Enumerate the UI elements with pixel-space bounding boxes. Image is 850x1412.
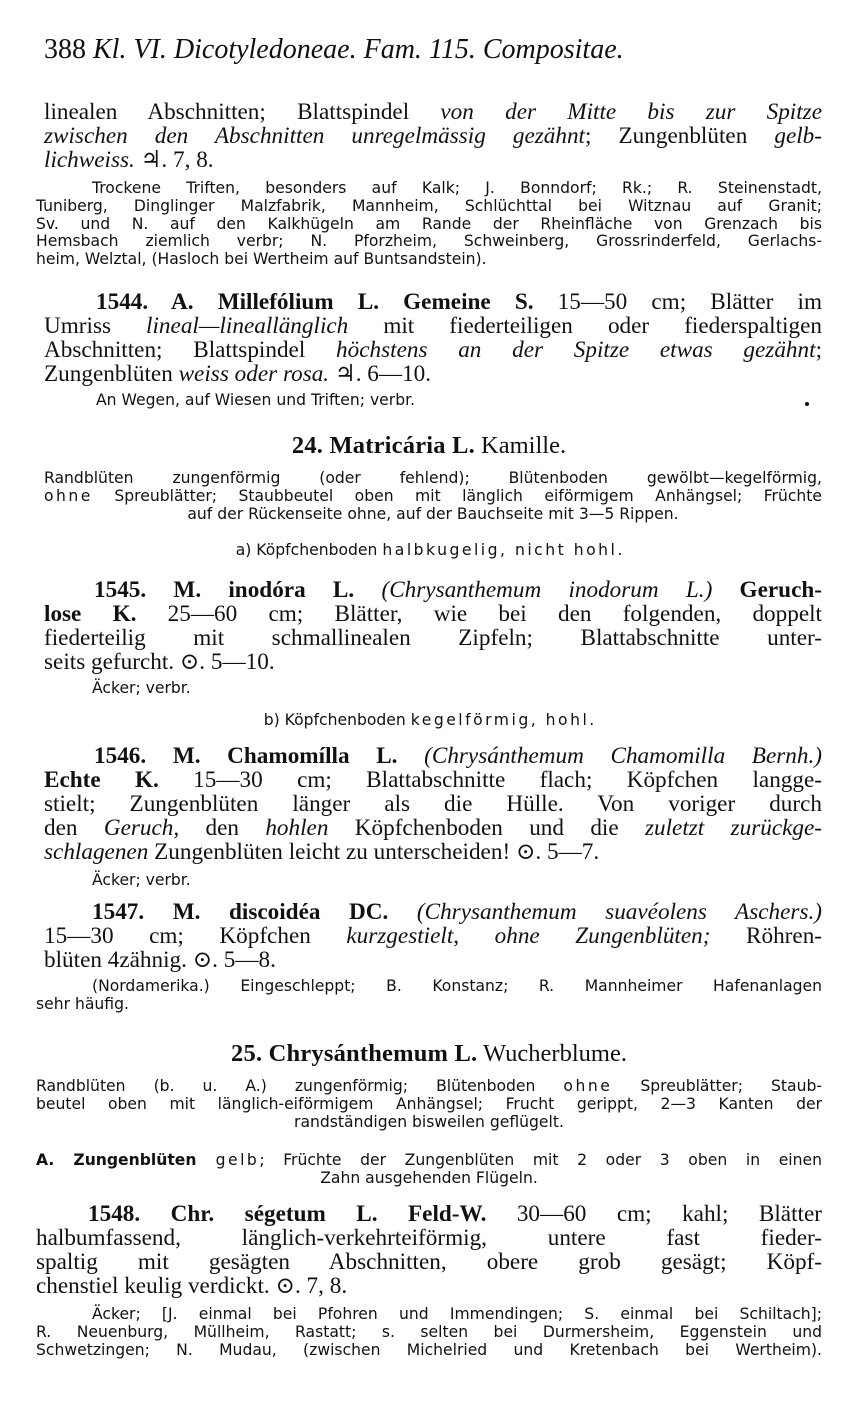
text-run: gelb- <box>774 123 822 149</box>
habitat-note <box>36 1306 822 1359</box>
text-run: Zungenblüten leicht zu unterscheiden! ⊙. 5—7. <box>148 839 600 865</box>
habitat-line: Äcker; [J. einmal bei Pfohren und Immendingen; S. einmal bei Schiltach]; <box>92 1305 822 1323</box>
text-run: gelb <box>215 1151 260 1169</box>
description-line: randständigen bisweilen geflügelt. <box>294 1112 564 1131</box>
text-run: Abschnitten; Blattspindel <box>44 337 337 363</box>
description-line: beutel oben mit länglich-eiförmigem Anhängsel; Frucht gerippt, 2—3 Kanten der <box>36 1094 822 1113</box>
text-run: Köpfchenboden und die <box>328 815 645 841</box>
text-run: A. Zungenblüten <box>36 1151 216 1169</box>
description-line: Zahn ausgehenden Flügeln. <box>320 1168 538 1187</box>
class-label: Kl. VI. <box>93 34 167 65</box>
text-run: kegelförmig, hohl <box>410 711 590 729</box>
common-name: Echte K. <box>44 767 159 793</box>
species-heading: 1546. M. Chamomílla L. <box>94 743 398 769</box>
family-name: Compositae. <box>482 34 624 65</box>
species-heading: 1548. Chr. ségetum L. Feld-W. <box>88 1201 487 1227</box>
subgroup-A <box>36 1152 822 1188</box>
text-run: spaltig mit gesägten Abschnitten, obere grob gesägt; Köpf- <box>36 1249 822 1275</box>
text-run: ♃. 7, 8. <box>134 147 214 173</box>
genus-25-heading <box>36 1040 822 1068</box>
habitat-line: Tuniberg, Dinglinger Malzfabrik, Mannheim, Schlüchttal bei Witznau auf Granit; <box>36 196 822 215</box>
habitat-line: (Nordamerika.) Eingeschleppt; B. Konstanz; R. Mannheimer Hafenanlagen <box>92 977 822 995</box>
text-run: b) Köpfchenboden <box>263 711 411 729</box>
text-run: höchstens an der Spitze etwas gezähnt <box>336 337 816 363</box>
text-run: schlagenen <box>44 839 149 865</box>
species-1547 <box>44 900 822 972</box>
description-line: auf der Rückenseite ohne, auf der Bauchseite mit 3—5 Rippen. <box>187 504 679 523</box>
synonym: (Chrysánthemum Chamomilla Bernh.) <box>424 743 822 769</box>
continuation-text <box>44 100 822 172</box>
habitat-line: heim, Welztal, (Hasloch bei Wertheim auf Buntsandstein). <box>36 250 487 269</box>
text-run: weiss oder rosa. <box>178 361 330 387</box>
stray-dot <box>805 402 809 406</box>
species-heading: 1544. A. Millefólium L. Gemeine S. <box>96 289 534 315</box>
habitat-line: Äcker; verbr. <box>92 679 191 697</box>
text-run: von der Mitte bis zur Spitze <box>440 99 822 125</box>
text-run: ohne Zungenblüten; <box>494 923 711 949</box>
habitat-note <box>92 872 850 890</box>
habitat-line: Äcker; verbr. <box>92 871 191 889</box>
text-run: Randblüten (b. u. A.) zungenförmig; Blütenboden <box>36 1077 564 1095</box>
text-run: hohlen <box>265 815 329 841</box>
text-run: Umriss <box>44 313 147 339</box>
habitat-note <box>96 392 850 410</box>
genus-25-description <box>36 1078 822 1131</box>
text-run: halbkugelig, nicht hohl <box>382 541 618 559</box>
text-run: fiederteilig mit schmallinealen Zipfeln; Blattabschnitte unter- <box>44 625 822 651</box>
text-run: chenstiel keulig verdickt. ⊙. 7, 8. <box>36 1273 348 1299</box>
genus-common-name: Wucherblume. <box>477 1040 627 1067</box>
common-name: lose K. <box>44 601 137 627</box>
species-1546 <box>44 744 822 864</box>
text-run: ; <box>815 337 823 363</box>
text-run: 15—30 cm; Blattabschnitte flach; Köpfchen langge- <box>158 767 822 793</box>
text-run: mit fiederteiligen oder fiederspaltigen <box>348 313 822 339</box>
text-run: zwischen den Abschnitten unregelmässig gezähnt <box>44 123 585 149</box>
text-run: ohne <box>563 1077 613 1095</box>
species-1545 <box>44 578 822 674</box>
text-run: Spreublätter; Staubbeutel oben mit länglich eiförmigem Anhängsel; Früchte <box>92 486 822 505</box>
habitat-note <box>92 680 850 698</box>
text-run: zuletzt zurückge- <box>644 815 823 841</box>
text-run: , <box>453 923 495 949</box>
text-run: stielt; Zungenblüten länger als die Hülle. Von voriger durch <box>44 791 822 817</box>
description-line: Randblüten zungenförmig (oder fehlend); Blütenboden gewölbt—kegelförmig, <box>44 469 822 487</box>
habitat-line: Hemsbach ziemlich verbr; N. Pforzheim, Schweinberg, Grossrinderfeld, Gerlachs- <box>36 232 822 251</box>
text-run: . <box>617 541 623 559</box>
text-run: 30—60 cm; kahl; Blätter <box>486 1201 822 1227</box>
text-run: blüten 4zähnig. ⊙. 5—8. <box>44 947 276 973</box>
synonym: (Chrysanthemum inodorum L.) <box>381 577 713 603</box>
habitat-line: Schwetzingen; N. Mudau, (zwischen Michelried und Kretenbach bei Wertheim). <box>36 1340 822 1359</box>
text-run: halbumfassend, länglich-verkehrteiförmig, untere fast fieder- <box>36 1225 822 1251</box>
text-run: ; Früchte der Zungenblüten mit 2 oder 3 oben in einen <box>259 1151 823 1169</box>
text-run: Röhren- <box>710 923 823 949</box>
text-run: 25—60 cm; Blätter, wie bei den folgenden, doppelt <box>136 601 823 627</box>
text-run: lineal—lineallänglich <box>146 313 349 339</box>
common-name: Geruch- <box>712 577 822 603</box>
habitat-line: An Wegen, auf Wiesen und Triften; verbr. <box>96 391 416 409</box>
text-run: a) Köpfchenboden <box>235 541 383 559</box>
genus-common-name: Kamille. <box>474 432 567 459</box>
species-1548 <box>36 1202 822 1298</box>
habitat-line: Trockene Triften, besonders auf Kalk; J. Bonndorf; Rk.; R. Steinenstadt, <box>92 179 822 197</box>
text-run: ; Zungenblüten <box>585 123 775 149</box>
genus-24-description <box>44 470 822 523</box>
text-run: lichweiss. <box>44 147 135 173</box>
text-run: 15—30 cm; Köpfchen <box>44 923 347 949</box>
running-head <box>44 34 624 66</box>
text-run: Spreublätter; Staub- <box>612 1077 822 1095</box>
habitat-line: Sv. und N. auf den Kalkhügeln am Rande der Rheinfläche von Grenzach bis <box>36 214 822 233</box>
synonym: (Chrysanthemum suavéolens Aschers.) <box>416 899 822 925</box>
species-1544 <box>44 290 822 386</box>
genus-name: 25. Chrysánthemum L. <box>231 1040 478 1067</box>
habitat-note <box>36 180 822 269</box>
text-run: seits gefurcht. ⊙. 5—10. <box>44 649 275 675</box>
text-run: linealen Abschnitten; Blattspindel <box>44 99 441 125</box>
text-run: Zungenblüten <box>44 361 179 387</box>
text-run: kurzgestielt <box>346 923 454 949</box>
habitat-line: sehr häufig. <box>36 994 129 1013</box>
genus-name: 24. Matricária L. <box>291 432 475 459</box>
group-label: Dicotyledoneae. <box>173 34 357 65</box>
text-run: den <box>44 815 104 841</box>
family-label: Fam. 115. <box>363 34 476 65</box>
species-heading: 1545. M. inodóra L. <box>94 577 355 603</box>
genus-24-heading <box>36 432 822 460</box>
text-run: 15—50 cm; Blätter im <box>533 289 822 315</box>
text-run: Geruch, <box>103 815 180 841</box>
page-number: 388 <box>44 34 86 65</box>
subgroup-b <box>36 712 822 730</box>
text-run: . <box>589 711 595 729</box>
subgroup-a <box>36 542 822 560</box>
text-run: den <box>179 815 266 841</box>
habitat-line: R. Neuenburg, Müllheim, Rastatt; s. selten bei Durmersheim, Eggenstein und <box>36 1322 822 1341</box>
text-run: ♃. 6—10. <box>329 361 432 387</box>
text-run: ohne <box>44 486 93 505</box>
species-heading: 1547. M. discoidéa DC. <box>92 899 389 925</box>
habitat-note <box>36 978 822 1014</box>
